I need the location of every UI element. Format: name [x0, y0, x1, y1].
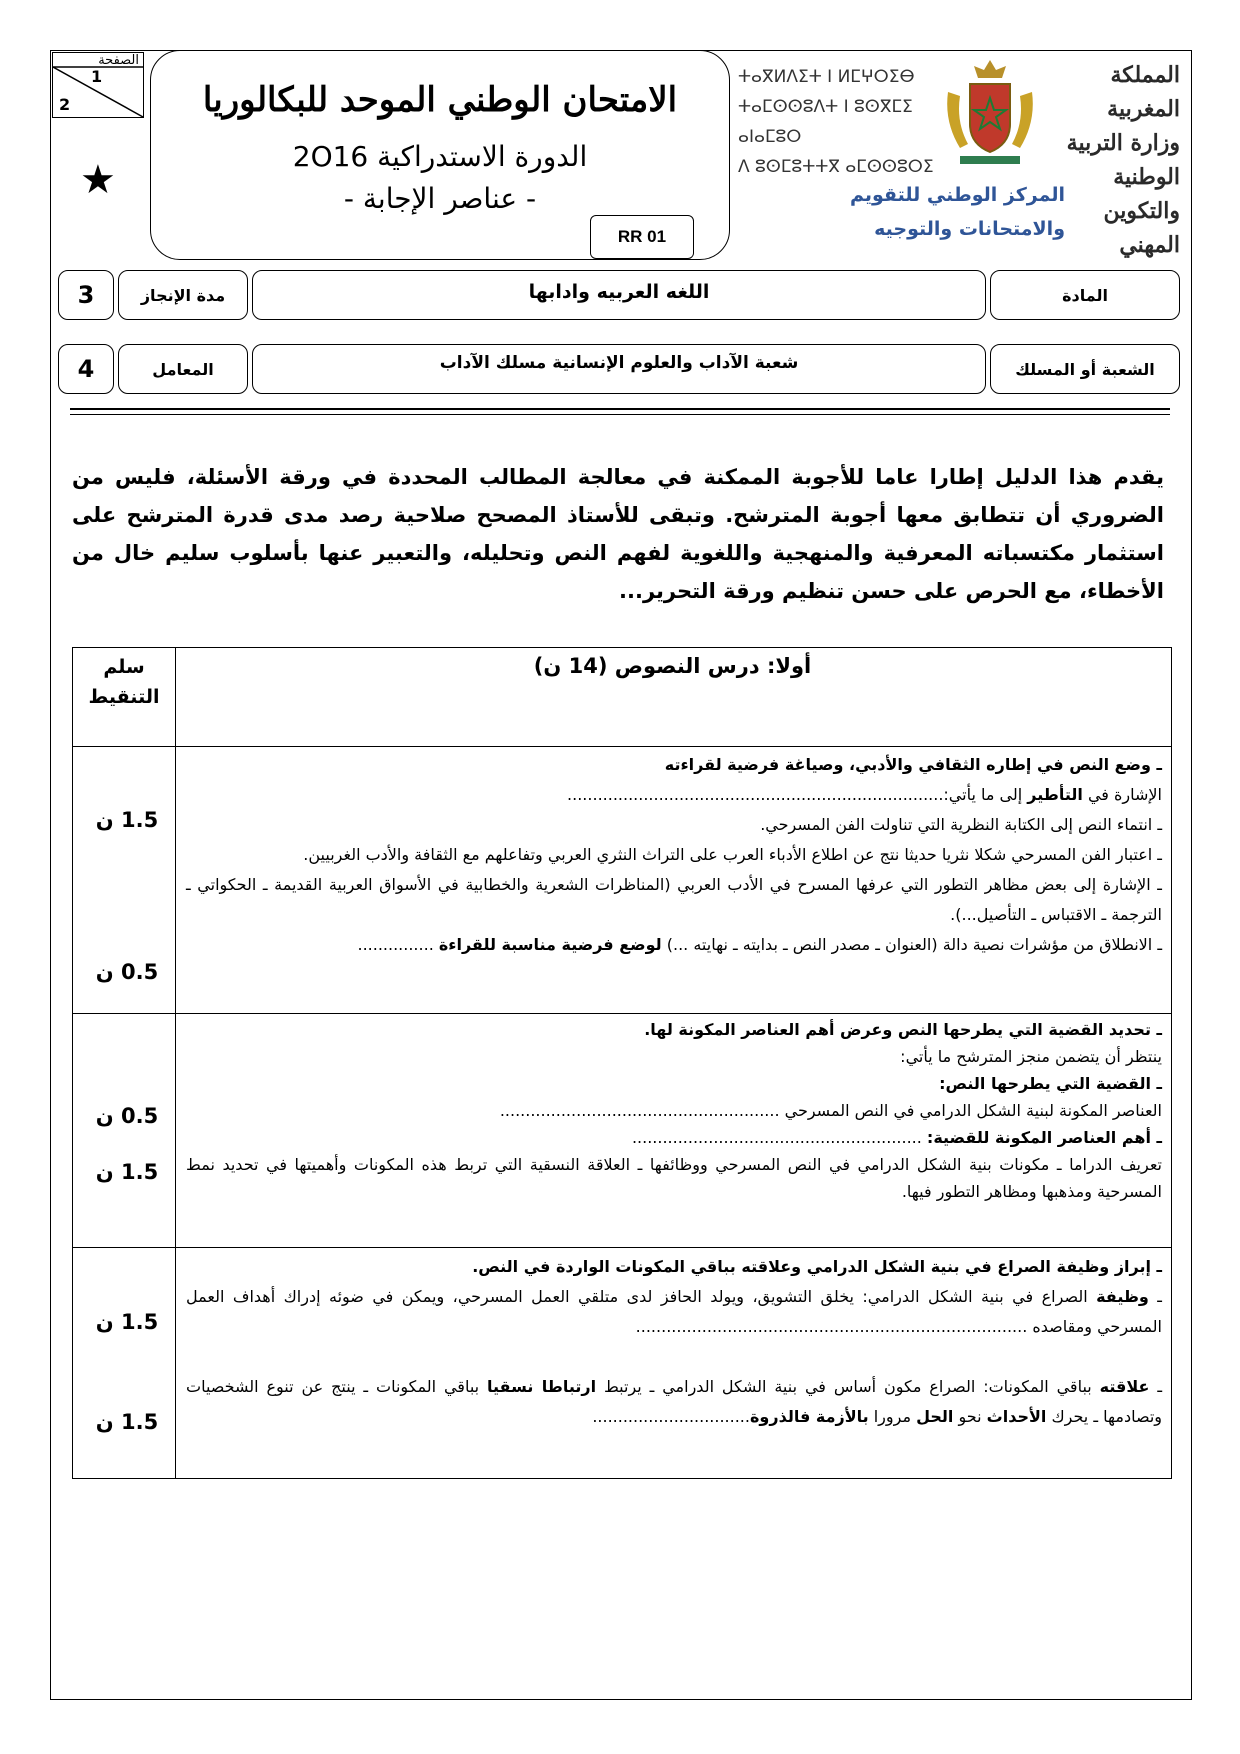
score: 1.5 ن	[95, 1160, 159, 1184]
exam-code: RR 01	[590, 215, 694, 259]
star-icon: ★	[80, 157, 116, 203]
table-row-divider	[72, 1247, 1172, 1248]
page-number-box	[52, 52, 144, 118]
scale-header-line: التنقيط	[88, 686, 160, 708]
page-total: 2	[59, 95, 71, 114]
exam-session: الدورة الاستدراكية 2O16	[292, 140, 588, 173]
national-center-name	[845, 178, 1065, 246]
answer-block-conflict	[186, 1252, 1162, 1432]
header-divider	[70, 408, 1170, 410]
block-heading: ـ تحديد القضية التي يطرحها النص وعرض أهم العناصر المكونة لها.	[644, 1020, 1162, 1039]
answer-block-context	[186, 750, 1162, 960]
block-heading: ـ إبراز وظيفة الصراع في بنية الشكل الدرامي وعلاقته بباقي المكونات الواردة في النص.	[472, 1257, 1162, 1276]
block-line: ـ وظيفة الصراع في بنية الشكل الدرامي: يخلق التشويق، ويولد الحافز لدى متلقي العمل المسرحي، ويمكن في ضوئه إدراك أهداف العمل المسرحي ومقاصده .............................................................................	[186, 1287, 1162, 1336]
subject-name: اللغه العربيه وادابها	[252, 270, 986, 320]
subject-label: المادة	[990, 270, 1180, 320]
exam-title: الامتحان الوطني الموحد للبكالوريا	[202, 80, 678, 120]
score: 0.5 ن	[95, 960, 159, 984]
center-line: والامتحانات والتوجيه	[874, 218, 1065, 240]
block-line: العناصر المكونة لبنية الشكل الدرامي في النص المسرحي .......................................................	[499, 1101, 1162, 1120]
duration-label: مدة الإنجاز	[118, 270, 248, 320]
table-row-divider	[72, 746, 1172, 747]
answer-block-issue	[186, 1016, 1162, 1205]
answers-subtitle: - عناصر الإجابة -	[343, 182, 537, 215]
coefficient-value: 4	[58, 344, 114, 394]
center-line: المركز الوطني للتقويم	[849, 184, 1065, 206]
tifinagh-ministry-name	[738, 62, 948, 182]
table-column-divider	[175, 647, 176, 1479]
tifinagh-line: ⵜⴰⴳⵍⴷⵉⵜ ⵏ ⵍⵎⵖⵔⵉⴱ	[738, 67, 915, 87]
block-line: ـ أهم العناصر المكونة للقضية: .........................................................	[631, 1128, 1162, 1147]
intro-paragraph: يقدم هذا الدليل إطارا عاما للأجوبة الممكنة في معالجة المطالب المحددة في ورقة الأسئلة، فليس من الضروري أن تتطابق معها أجوبة المترشح. وتبقى للأستاذ المصحح صلاحية رصد مدى قدرة المترشح على استثمار مكتسباته المعرفية والمنهجية واللغوية لفهم النص وتحليله، والتعبير عنها بأسلوب سليم خال من الأخطاء، مع الحرص على حسن تنظيم ورقة التحرير...	[72, 465, 1164, 603]
stream-name: شعبة الآداب والعلوم الإنسانية مسلك الآداب	[252, 344, 986, 394]
moroccan-coat-of-arms-icon	[930, 52, 1050, 172]
kingdom-line: والتكوين المهني	[1103, 198, 1180, 258]
block-line: تعريف الدراما ـ مكونات بنية الشكل الدرامي في النص المسرحي ووظائفها ـ العلاقة النسقية التي تربط هذه المكونات وأهميتها في تحديد نمط المسرحية ومذهبها ومظاهر التطور فيها.	[186, 1155, 1162, 1201]
block-line: ينتظر أن يتضمن منجز المترشح ما يأتي:	[900, 1047, 1162, 1066]
tifinagh-line: ⵜⴰⵎⵙⵙⵓⴷⵜ ⵏ ⵓⵙⴳⵎⵉ ⴰⵏⴰⵎⵓⵔ	[738, 97, 913, 147]
score: 1.5 ن	[95, 1410, 159, 1434]
header-divider-thin	[70, 414, 1170, 415]
block-line: ـ القضية التي يطرحها النص:	[939, 1074, 1162, 1093]
section-title: أولا: درس النصوص (14 ن)	[533, 654, 812, 678]
block-line: ـ انتماء النص إلى الكتابة النظرية التي تناولت الفن المسرحي.	[760, 815, 1162, 834]
kingdom-line: وزارة التربية الوطنية	[1066, 130, 1180, 190]
table-row-divider	[72, 1013, 1172, 1014]
block-line: ـ الإشارة إلى بعض مظاهر التطور التي عرفها المسرح في الأدب العربي (المناظرات الشعرية والخطابية في الأسواق العربية القديمة ـ الحكواتي ـ الترجمة ـ الاقتباس ـ التأصيل...).	[186, 875, 1162, 924]
page-label: الصفحة	[98, 53, 139, 68]
page-current: 1	[91, 67, 103, 86]
block-line: الإشارة في التأطير إلى ما يأتي:..........................................................................	[567, 785, 1162, 804]
block-line: ـ علاقته بباقي المكونات: الصراع مكون أساس في بنية الشكل الدرامي ـ يرتبط ارتباطا نسقيا بباقي المكونات ـ ينتج عن تنوع الشخصيات وتصادمها ـ يحرك الأحداث نحو الحل مرورا بالأزمة فالذروة...............................	[186, 1377, 1163, 1426]
tifinagh-line: ⴷ ⵓⵙⵎⵓⵜⵜⴳ ⴰⵎⵙⵙⵓⵔⵉ	[738, 157, 934, 177]
block-line: ـ الانطلاق من مؤشرات نصية دالة (العنوان ـ مصدر النص ـ بدايته ـ نهايته ...) لوضع فرضية مناسبة للقراءة ...............	[357, 935, 1162, 954]
block-heading: ـ وضع النص في إطاره الثقافي والأدبي، وصياغة فرضية لقراءته	[664, 755, 1162, 774]
duration-value: 3	[58, 270, 114, 320]
scale-header	[78, 652, 170, 712]
stream-label: الشعبة أو المسلك	[990, 344, 1180, 394]
kingdom-line: المملكة المغربية	[1107, 62, 1180, 122]
score: 1.5 ن	[95, 1310, 159, 1334]
score: 0.5 ن	[95, 1104, 159, 1128]
score: 1.5 ن	[95, 808, 159, 832]
block-line: ـ اعتبار الفن المسرحي شكلا نثريا حديثا نتج عن اطلاع الأدباء العرب على التراث النثري العربي وتفاعلهم مع الثقافة والأدب الغربيين.	[303, 845, 1162, 864]
scale-header-line: سلم	[103, 656, 145, 678]
coefficient-label: المعامل	[118, 344, 248, 394]
